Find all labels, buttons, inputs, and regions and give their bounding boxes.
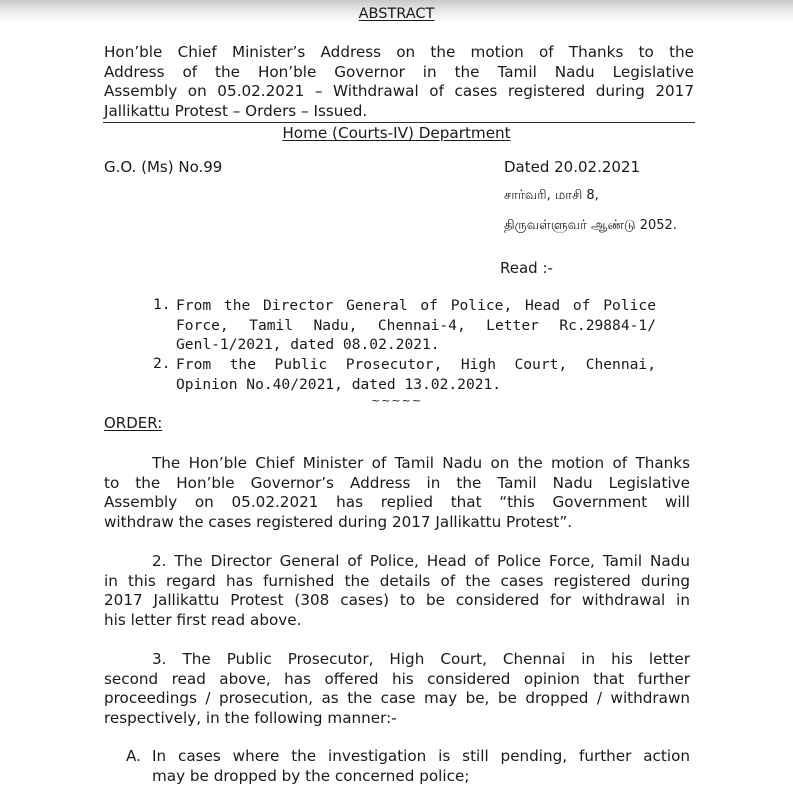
order-heading: ORDER: (104, 414, 163, 432)
paragraph-line: to the Hon’ble Governor’s Address in the Tamil Nadu Legislative (104, 473, 690, 492)
paragraph-line: 3. The Public Prosecutor, High Court, Chennai in his letter (152, 650, 690, 668)
paragraph-line: Assembly on 05.02.2021 has replied that “this Government will (104, 493, 690, 512)
order-paragraph (104, 552, 690, 630)
paragraph-line: The Hon’ble Chief Minister of Tamil Nadu on the motion of Thanks (152, 454, 690, 472)
paragraph-line: second read above, has offered his considered opinion that further (104, 669, 690, 688)
subject-block (104, 43, 694, 121)
subject-line: Address of the Hon’ble Governor in the Tamil Nadu Legislative (104, 62, 694, 81)
order-paragraph (104, 650, 690, 728)
tamil-date-line-2: திருவள்ளுவர் ஆண்டு 2052. (504, 218, 677, 233)
reference-number: 1. (153, 296, 171, 313)
reference-item (153, 355, 656, 394)
department-name: Home (Courts-IV) Department (282, 124, 511, 142)
reference-item (153, 296, 656, 355)
go-number: G.O. (Ms) No.99 (104, 158, 223, 176)
order-list-item (126, 747, 690, 786)
subject-line: Assembly on 05.02.2021 – Withdrawal of cases registered during 2017 (104, 82, 694, 101)
reference-line: From the Director General of Police, Head of Police (176, 297, 656, 314)
paragraph-line: respectively, in the following manner:- (104, 708, 397, 727)
department-heading (0, 124, 793, 142)
paragraph-line: proceedings / prosecution, as the case may be, be dropped / withdrawn (104, 689, 690, 708)
reference-line: Genl-1/2021, dated 08.02.2021. (176, 336, 440, 354)
subject-line: Hon’ble Chief Minister’s Address on the motion of Thanks to the (104, 43, 694, 61)
dated: Dated 20.02.2021 (504, 158, 641, 176)
paragraph-line: 2. The Director General of Police, Head of Police Force, Tamil Nadu (152, 552, 690, 570)
reference-line: Opinion No.40/2021, dated 13.02.2021. (176, 375, 502, 393)
order-paragraph (104, 454, 690, 532)
tamil-date-line-1: சார்வரி, மாசி 8, (504, 188, 599, 203)
list-item-line: In cases where the investigation is still pending, further action (152, 747, 690, 765)
reference-line: From the Public Prosecutor, High Court, Chennai, (176, 356, 656, 373)
section-separator: ~~~~~ (370, 394, 423, 407)
paragraph-line: his letter first read above. (104, 610, 302, 629)
subject-divider (103, 122, 695, 123)
subject-line: Jallikattu Protest – Orders – Issued. (104, 101, 368, 120)
paragraph-line: in this regard has furnished the details of the cases registered during (104, 571, 690, 590)
read-label: Read :- (500, 259, 553, 277)
paragraph-line: 2017 Jallikattu Protest (308 cases) to be considered for withdrawal in (104, 591, 690, 610)
abstract-title: ABSTRACT (358, 6, 435, 22)
list-item-line: may be dropped by the concerned police; (152, 766, 470, 785)
reference-number: 2. (153, 355, 171, 372)
reference-line: Force, Tamil Nadu, Chennai-4, Letter Rc.29884-1/ (176, 316, 656, 334)
paragraph-line: withdraw the cases registered during 2017 Jallikattu Protest”. (104, 512, 573, 531)
list-marker: A. (126, 747, 141, 765)
